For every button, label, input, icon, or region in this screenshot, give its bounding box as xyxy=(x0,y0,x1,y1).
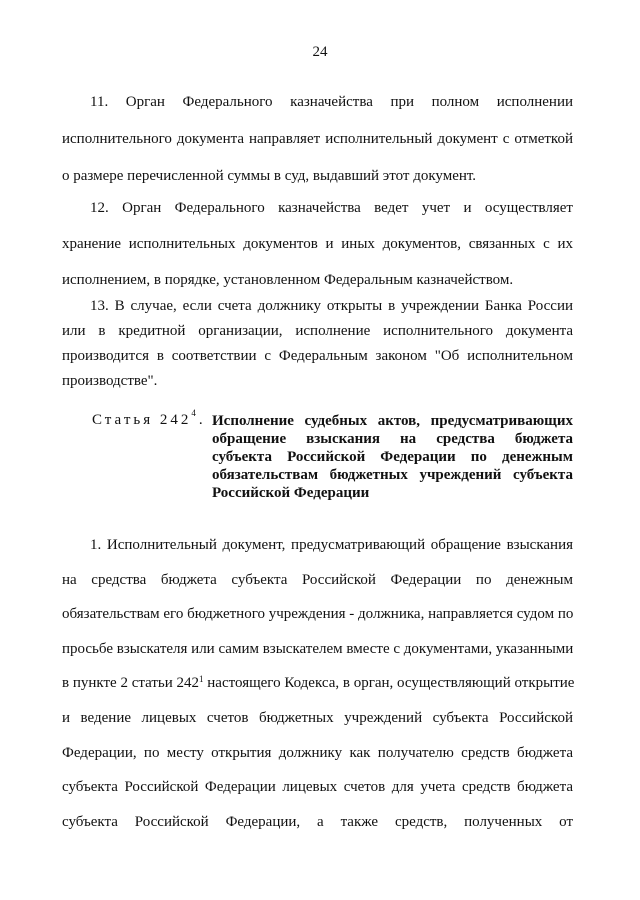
article-label xyxy=(92,408,206,429)
paragraph-line: 11. Орган Федерального казначейства при полном исполнении xyxy=(90,94,573,110)
article-title-line: обращение взыскания на средства бюджета xyxy=(212,431,573,447)
paragraph-line-with-reference xyxy=(62,666,573,701)
article-title-line: субъекта Российской Федерации по денежным xyxy=(212,449,573,465)
article-label-text: Статья 242 xyxy=(92,412,192,428)
paragraph-13 xyxy=(62,294,573,394)
paragraph-line: просьбе взыскателя или самим взыскателем вместе с документами, указанными xyxy=(62,640,574,657)
paragraph-line: исполнительного документа направляет исполнительный документ с отметкой xyxy=(62,131,573,147)
article-title xyxy=(212,412,573,502)
paragraph-line: субъекта Российской Федерации лицевых счетов для учета средств бюджета xyxy=(62,779,573,796)
paragraph-11 xyxy=(62,84,573,195)
paragraph-line: и ведение лицевых счетов бюджетных учреждений субъекта Российской xyxy=(62,709,573,726)
paragraph-line: 12. Орган Федерального казначейства ведет учет и осуществляет xyxy=(90,200,573,216)
article-paragraph-1 xyxy=(62,528,573,839)
article-title-line: Исполнение судебных актов, предусматривающих xyxy=(212,413,573,429)
article-title-line: обязательствам бюджетных учреждений субъекта xyxy=(212,467,573,483)
paragraph-line: или в кредитной организации, исполнение исполнительного документа xyxy=(62,323,573,339)
paragraph-line: обязательствам его бюджетного учреждения - должника, направляется судом по xyxy=(62,606,574,623)
reference-continuation: настоящего Кодекса, в орган, осуществляющий открытие xyxy=(203,675,575,692)
reference-text: в пункте 2 статьи 242 xyxy=(62,675,200,692)
paragraph-line: субъекта Российской Федерации, а также средств, полученных от xyxy=(62,813,573,830)
paragraph-line: Федерации, по месту открытия должнику как получателю средств бюджета xyxy=(62,744,573,761)
paragraph-line: производится в соответствии с Федеральным законом "Об исполнительном xyxy=(62,348,573,364)
article-title-line: Российской Федерации xyxy=(212,485,370,501)
paragraph-line: о размере перечисленной суммы в суд, выдавший этот документ. xyxy=(62,168,477,184)
reference-superscript: 1 xyxy=(199,674,204,685)
paragraph-line: 1. Исполнительный документ, предусматривающий обращение взыскания xyxy=(90,537,573,553)
paragraph-12 xyxy=(62,190,573,298)
article-label-superscript: 4 xyxy=(191,408,199,418)
paragraph-line: исполнением, в порядке, установленном Федеральным казначейством. xyxy=(62,272,514,288)
paragraph-line: производстве". xyxy=(62,373,158,389)
paragraph-line: на средства бюджета субъекта Российской Федерации по денежным xyxy=(62,571,573,588)
page-number: 24 xyxy=(312,44,328,60)
paragraph-line: 13. В случае, если счета должнику открыты в учреждении Банка России xyxy=(90,298,573,314)
paragraph-line: хранение исполнительных документов и иных документов, связанных с их xyxy=(62,236,573,252)
article-label-end: . xyxy=(198,412,206,428)
